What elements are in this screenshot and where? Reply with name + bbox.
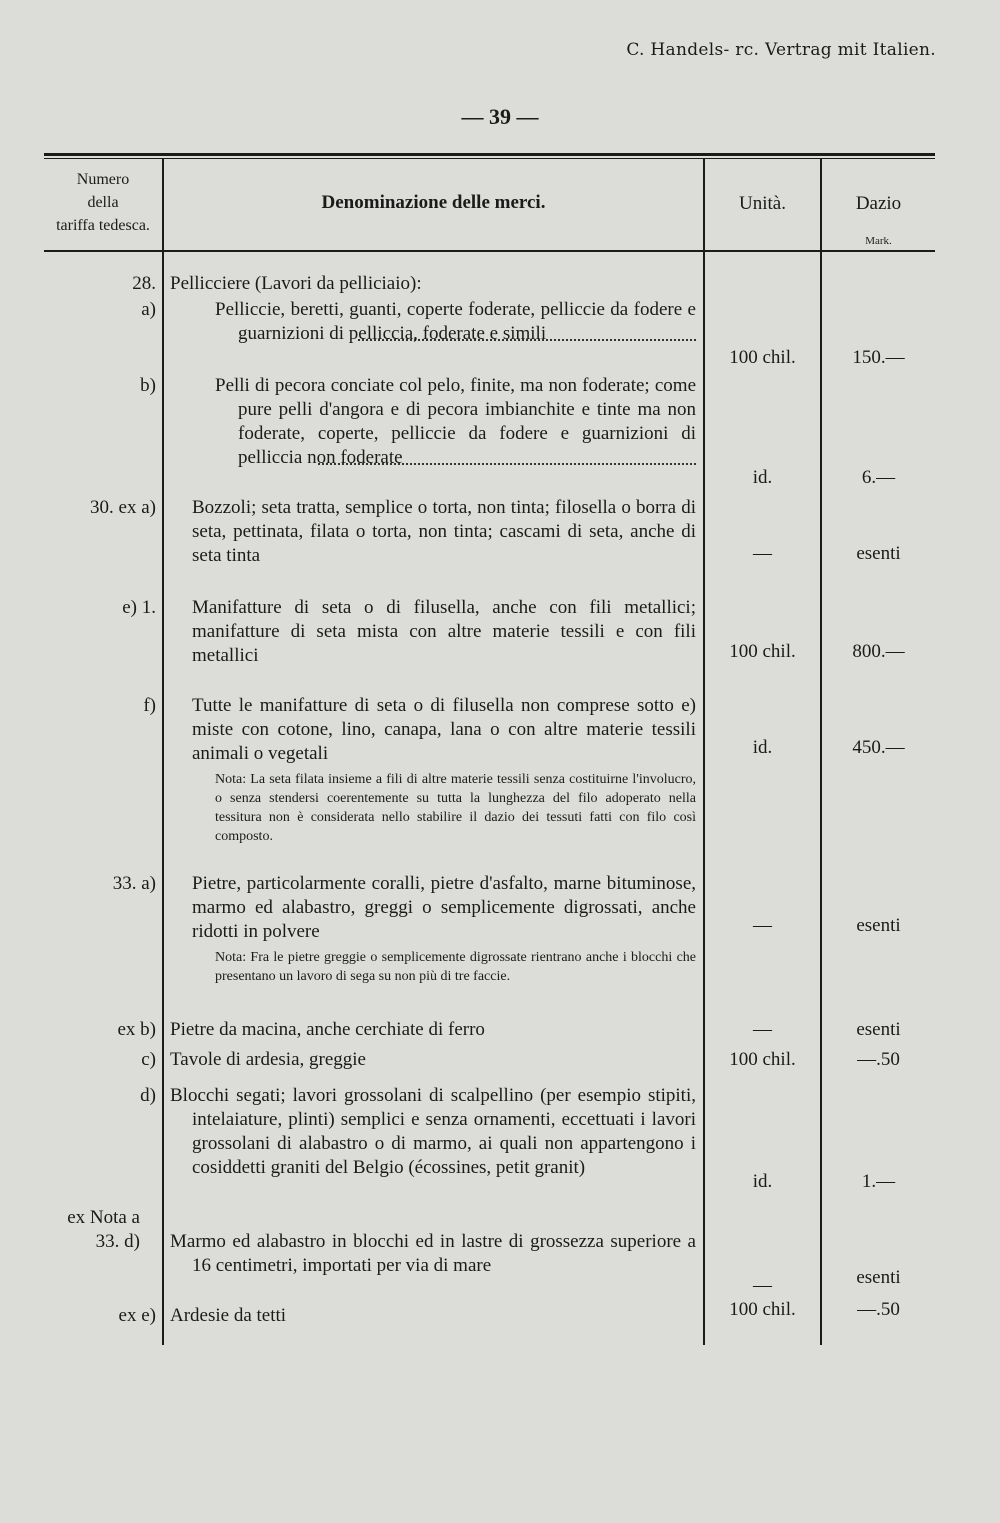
column-header-name: Denominazione delle merci. bbox=[321, 192, 546, 213]
goods-description bbox=[170, 1084, 696, 1180]
unit-value: id. bbox=[752, 737, 773, 758]
table-top-rule bbox=[44, 153, 935, 156]
column-header-unit: Unità. bbox=[739, 193, 786, 214]
goods-description bbox=[170, 1230, 696, 1278]
goods-description: Ardesie da tetti bbox=[170, 1305, 287, 1326]
unit-value: 100 chil. bbox=[729, 1049, 796, 1070]
unit-value: id. bbox=[752, 1171, 773, 1192]
column-header-number-line3: tariffa tedesca. bbox=[56, 217, 150, 234]
tariff-number: c) bbox=[141, 1049, 156, 1070]
goods-description bbox=[215, 298, 696, 344]
tariff-number: 30. ex a) bbox=[90, 497, 156, 518]
goods-description: Tavole di ardesia, greggie bbox=[170, 1049, 366, 1070]
note-text: Nota: La seta filata insieme a fili di altre materie tessili senza costituirne l'involucro, o senza stendersi coerentemente su tutta la lunghezza del filo adoperato nella tessitura non è considerata nello stabilire il dazio dei tessuti fatti con filo così composto. bbox=[215, 772, 696, 844]
tariff-number: ex b) bbox=[117, 1019, 156, 1040]
running-title: C. Handels- rc. Vertrag mit Italien. bbox=[626, 40, 936, 60]
goods-description bbox=[170, 694, 696, 766]
column-header-number-line2: della bbox=[87, 194, 119, 211]
duty-value: 800.— bbox=[852, 641, 905, 662]
table-header-rule bbox=[44, 250, 935, 252]
table-top-rule-thin bbox=[44, 158, 935, 159]
goods-description-text: Pelli di pecora conciate col pelo, finite, ma non foderate; come pure pelli d'angora e di pecora imbianchite e tinte ma non foderate, coperte, pelliccie da fodere e guarnizioni di pelliccia non foderate bbox=[215, 375, 696, 468]
goods-description: Pellicciere (Lavori da pelliciaio): bbox=[170, 273, 422, 294]
goods-description bbox=[215, 374, 696, 468]
unit-value: — bbox=[753, 1275, 772, 1296]
duty-value: esenti bbox=[856, 1019, 901, 1040]
column-header-currency: Mark. bbox=[865, 235, 892, 247]
column-header-duty: Dazio bbox=[855, 193, 902, 214]
duty-value: —.50 bbox=[857, 1049, 900, 1070]
tariff-number: 28. bbox=[132, 273, 156, 294]
unit-value: — bbox=[753, 915, 772, 936]
tariff-number: d) bbox=[140, 1085, 156, 1106]
goods-description: Pietre da macina, anche cerchiate di ferro bbox=[170, 1019, 485, 1040]
goods-description bbox=[170, 596, 696, 668]
tariff-number: f) bbox=[143, 695, 156, 716]
column-header-number-line1: Numero bbox=[76, 171, 130, 188]
duty-value: 150.— bbox=[852, 347, 905, 368]
tariff-number: 33. a) bbox=[112, 873, 156, 894]
unit-value: — bbox=[753, 1019, 772, 1040]
goods-description-text: Marmo ed alabastro in blocchi ed in lastre di grossezza superiore a 16 centimetri, importati per via di mare bbox=[170, 1231, 696, 1276]
tariff-number: e) 1. bbox=[122, 597, 156, 618]
goods-description-text: Blocchi segati; lavori grossolani di scalpellino (per esempio stipiti, intelaiature, plinti) semplici e senza ornamenti, eccettuati i lavori grossolani di alabastro o di marmo, ai quali non appartengono i cosiddetti graniti del Belgio (écossines, petit granit) bbox=[170, 1085, 696, 1178]
tariff-number: a) bbox=[141, 299, 156, 320]
duty-value: 6.— bbox=[861, 467, 896, 488]
goods-description-text: Pelliccie, beretti, guanti, coperte foderate, pelliccie da fodere e guarnizioni di pelliccia, foderate e simili bbox=[215, 299, 696, 344]
tariff-number: b) bbox=[140, 375, 156, 396]
goods-description-text: Pietre, particolarmente coralli, pietre d'asfalto, marne bituminose, marmo ed alabastro, greggi o semplicemente digrossati, anche ridotti in polvere bbox=[192, 873, 696, 942]
column-divider-number bbox=[162, 158, 164, 1345]
duty-value: 450.— bbox=[852, 737, 905, 758]
duty-value: esenti bbox=[856, 915, 901, 936]
unit-value: 100 chil. bbox=[729, 347, 796, 368]
tariff-number: ex e) bbox=[118, 1305, 156, 1326]
column-header-number bbox=[44, 168, 162, 237]
goods-description bbox=[170, 496, 696, 568]
unit-value: 100 chil. bbox=[729, 641, 796, 662]
duty-value: esenti bbox=[856, 543, 901, 564]
unit-value: id. bbox=[752, 467, 773, 488]
duty-value: 1.— bbox=[861, 1171, 896, 1192]
unit-value: — bbox=[753, 543, 772, 564]
tariff-number: ex Nota a 33. d) bbox=[67, 1207, 140, 1252]
unit-value: 100 chil. bbox=[729, 1299, 796, 1320]
goods-description bbox=[170, 872, 696, 944]
goods-description-text: Tutte le manifatture di seta o di filusella non comprese sotto e) miste con cotone, lino, canapa, lana o con altre materie tessili animali o vegetali bbox=[192, 695, 696, 764]
page-number: — 39 — bbox=[461, 104, 539, 129]
goods-description-text: Manifatture di seta o di filusella, anche con fili metallici; manifatture di seta mista con altre materie tessili e con fili metallici bbox=[192, 597, 696, 666]
duty-value: esenti bbox=[856, 1267, 901, 1288]
note-text: Nota: Fra le pietre greggie o semplicemente digrossate rientrano anche i blocchi che presentano un lavoro di sega su non più di tre faccie. bbox=[215, 950, 696, 984]
duty-value: —.50 bbox=[857, 1299, 900, 1320]
goods-description-text: Bozzoli; seta tratta, semplice o torta, non tinta; filosella o borra di seta, pettinata, filata o torta, non tinta; cascami di seta, anche di seta tinta bbox=[192, 497, 696, 566]
